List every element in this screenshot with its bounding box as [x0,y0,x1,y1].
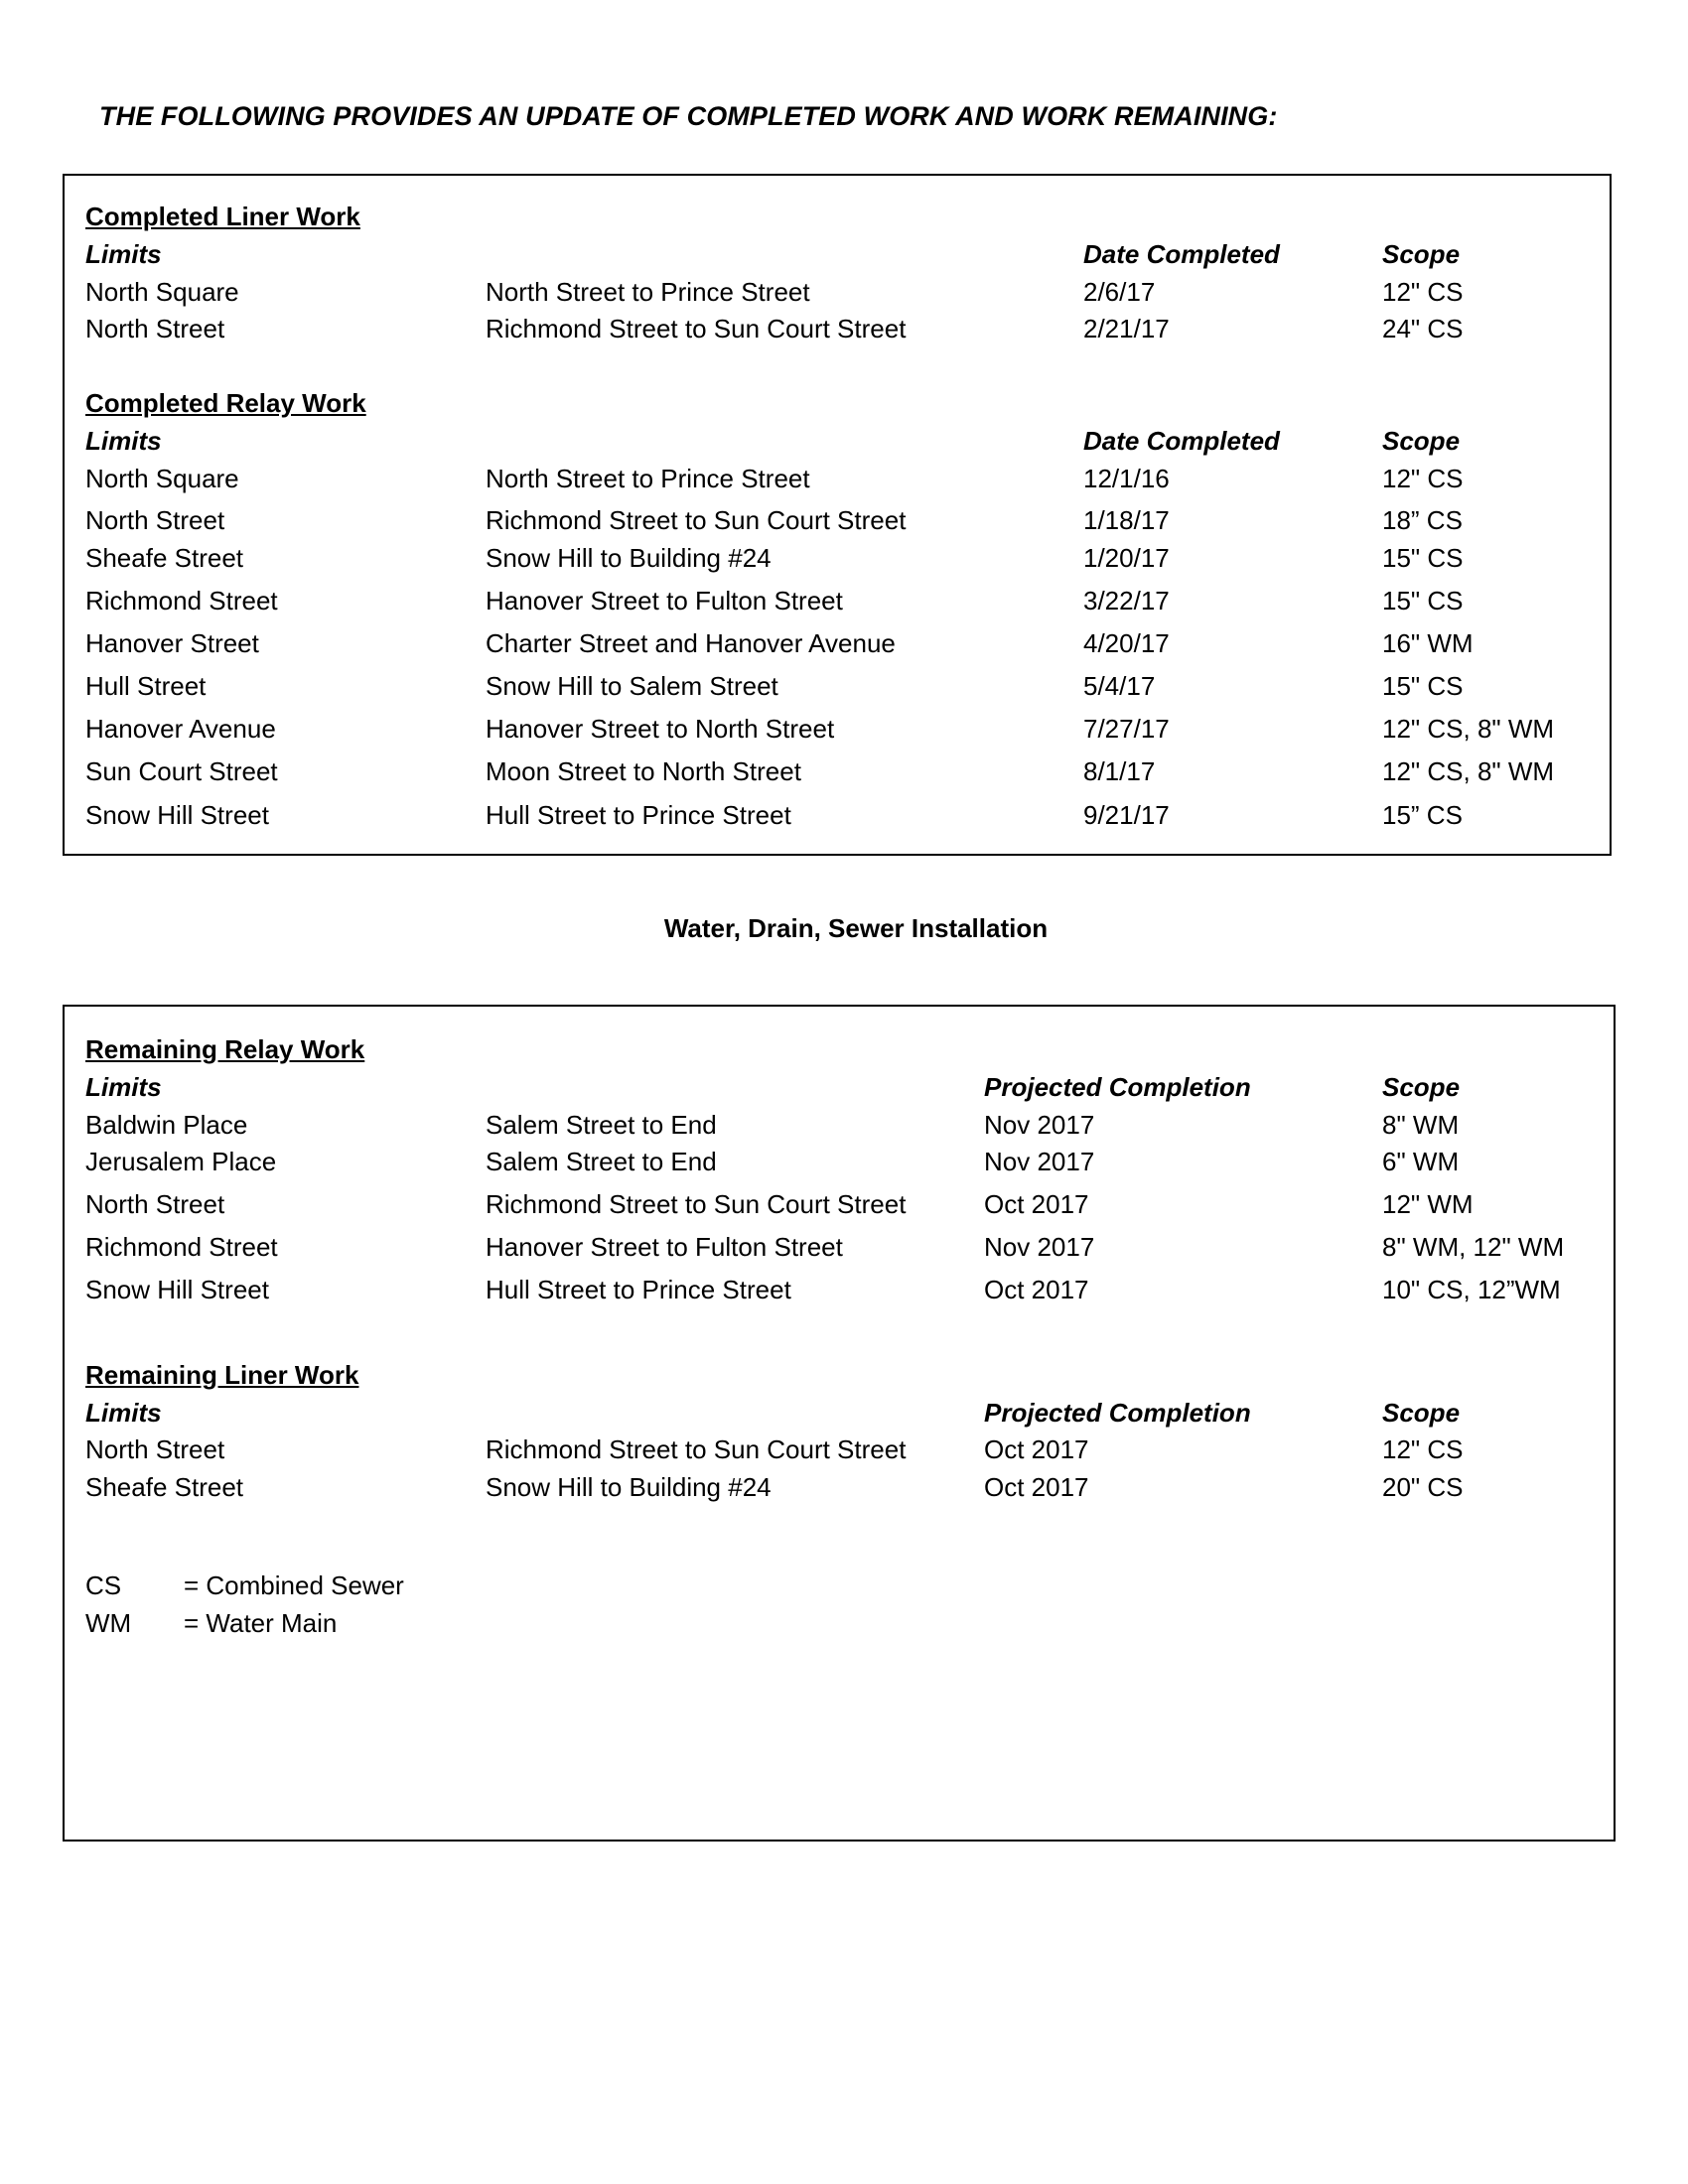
remaining-relay-row-scope: 12" WM [1382,1189,1474,1219]
remaining-relay-header-scope: Scope [1382,1072,1461,1102]
completed-relay-row-range: Richmond Street to Sun Court Street [486,505,907,535]
remaining-relay-row-date: Oct 2017 [984,1275,1089,1304]
completed-liner-header-date: Date Completed [1083,239,1280,269]
center-title: Water, Drain, Sewer Installation [663,913,1049,943]
remaining-relay-row-range: Richmond Street to Sun Court Street [486,1189,907,1219]
completed-liner-row-street: North Street [85,314,225,343]
remaining-relay-row-scope: 8" WM [1382,1110,1460,1140]
remaining-liner-row-date: Oct 2017 [984,1434,1089,1464]
completed-relay-row-date: 9/21/17 [1083,800,1170,830]
legend-meaning: = Combined Sewer [184,1570,404,1600]
completed-relay-row-range: Hull Street to Prince Street [486,800,791,830]
page-heading: THE FOLLOWING PROVIDES AN UPDATE OF COMPLETED WORK AND WORK REMAINING: [99,101,1278,131]
completed-relay-row-date: 5/4/17 [1083,671,1156,701]
remaining-liner-row-date: Oct 2017 [984,1472,1089,1502]
completed-relay-header-date: Date Completed [1083,426,1280,456]
completed-relay-row-scope: 15” CS [1382,800,1463,830]
completed-relay-row-range: Moon Street to North Street [486,756,801,786]
completed-relay-row-scope: 12" CS, 8" WM [1382,756,1555,786]
remaining-liner-row-scope: 20" CS [1382,1472,1464,1502]
remaining-relay-row-street: Snow Hill Street [85,1275,269,1304]
remaining-liner-row-range: Snow Hill to Building #24 [486,1472,772,1502]
completed-relay-row-scope: 15" CS [1382,543,1464,573]
completed-liner-title: Completed Liner Work [85,202,360,231]
completed-relay-row-scope: 15" CS [1382,671,1464,701]
completed-liner-header-limits: Limits [85,239,162,269]
completed-relay-row-street: Sheafe Street [85,543,243,573]
completed-relay-row-street: Hull Street [85,671,207,701]
completed-relay-row-street: Hanover Street [85,628,259,658]
completed-relay-row-street: Hanover Avenue [85,714,276,744]
completed-relay-row-scope: 15" CS [1382,586,1464,615]
remaining-relay-row-scope: 8" WM, 12" WM [1382,1232,1565,1262]
legend-meaning: = Water Main [184,1608,338,1638]
completed-liner-row-scope: 12" CS [1382,277,1464,307]
completed-relay-row-scope: 16" WM [1382,628,1474,658]
remaining-relay-row-range: Salem Street to End [486,1110,717,1140]
completed-relay-row-date: 12/1/16 [1083,464,1170,493]
remaining-liner-row-scope: 12" CS [1382,1434,1464,1464]
remaining-liner-row-street: Sheafe Street [85,1472,243,1502]
remaining-relay-row-street: Richmond Street [85,1232,278,1262]
completed-relay-row-range: Hanover Street to North Street [486,714,835,744]
remaining-relay-row-range: Hull Street to Prince Street [486,1275,791,1304]
completed-relay-row-range: Charter Street and Hanover Avenue [486,628,896,658]
remaining-relay-row-scope: 6" WM [1382,1147,1460,1176]
remaining-liner-row-range: Richmond Street to Sun Court Street [486,1434,907,1464]
completed-relay-row-street: Sun Court Street [85,756,278,786]
completed-relay-header-limits: Limits [85,426,162,456]
completed-relay-row-scope: 12" CS, 8" WM [1382,714,1555,744]
completed-relay-row-date: 1/18/17 [1083,505,1170,535]
completed-liner-row-range: Richmond Street to Sun Court Street [486,314,907,343]
legend-abbr: CS [85,1570,122,1600]
completed-relay-row-street: Snow Hill Street [85,800,269,830]
completed-liner-header-scope: Scope [1382,239,1461,269]
remaining-liner-header-date: Projected Completion [984,1398,1251,1428]
remaining-relay-row-date: Nov 2017 [984,1147,1095,1176]
remaining-liner-row-street: North Street [85,1434,225,1464]
remaining-relay-header-limits: Limits [85,1072,162,1102]
remaining-relay-header-date: Projected Completion [984,1072,1251,1102]
completed-relay-row-range: Snow Hill to Salem Street [486,671,778,701]
remaining-relay-row-date: Nov 2017 [984,1232,1095,1262]
completed-liner-row-range: North Street to Prince Street [486,277,810,307]
completed-relay-row-range: North Street to Prince Street [486,464,810,493]
remaining-relay-row-range: Hanover Street to Fulton Street [486,1232,843,1262]
completed-relay-row-date: 7/27/17 [1083,714,1170,744]
completed-relay-row-date: 8/1/17 [1083,756,1156,786]
legend-abbr: WM [85,1608,132,1638]
remaining-relay-row-scope: 10" CS, 12”WM [1382,1275,1561,1304]
remaining-relay-title: Remaining Relay Work [85,1034,365,1064]
completed-liner-row-scope: 24" CS [1382,314,1464,343]
completed-relay-row-street: North Square [85,464,239,493]
remaining-liner-header-scope: Scope [1382,1398,1461,1428]
completed-relay-row-scope: 18” CS [1382,505,1463,535]
completed-relay-row-range: Hanover Street to Fulton Street [486,586,843,615]
completed-relay-row-street: Richmond Street [85,586,278,615]
completed-relay-row-scope: 12" CS [1382,464,1464,493]
remaining-relay-row-street: Baldwin Place [85,1110,248,1140]
completed-relay-row-range: Snow Hill to Building #24 [486,543,772,573]
completed-relay-row-date: 4/20/17 [1083,628,1170,658]
completed-relay-row-street: North Street [85,505,225,535]
remaining-relay-row-date: Oct 2017 [984,1189,1089,1219]
completed-liner-row-date: 2/6/17 [1083,277,1156,307]
completed-relay-row-date: 3/22/17 [1083,586,1170,615]
remaining-liner-title: Remaining Liner Work [85,1360,359,1390]
remaining-relay-row-date: Nov 2017 [984,1110,1095,1140]
remaining-relay-row-street: North Street [85,1189,225,1219]
completed-liner-row-date: 2/21/17 [1083,314,1170,343]
remaining-relay-row-range: Salem Street to End [486,1147,717,1176]
remaining-liner-header-limits: Limits [85,1398,162,1428]
completed-relay-title: Completed Relay Work [85,388,366,418]
remaining-relay-row-street: Jerusalem Place [85,1147,277,1176]
completed-liner-row-street: North Square [85,277,239,307]
completed-relay-header-scope: Scope [1382,426,1461,456]
completed-relay-row-date: 1/20/17 [1083,543,1170,573]
